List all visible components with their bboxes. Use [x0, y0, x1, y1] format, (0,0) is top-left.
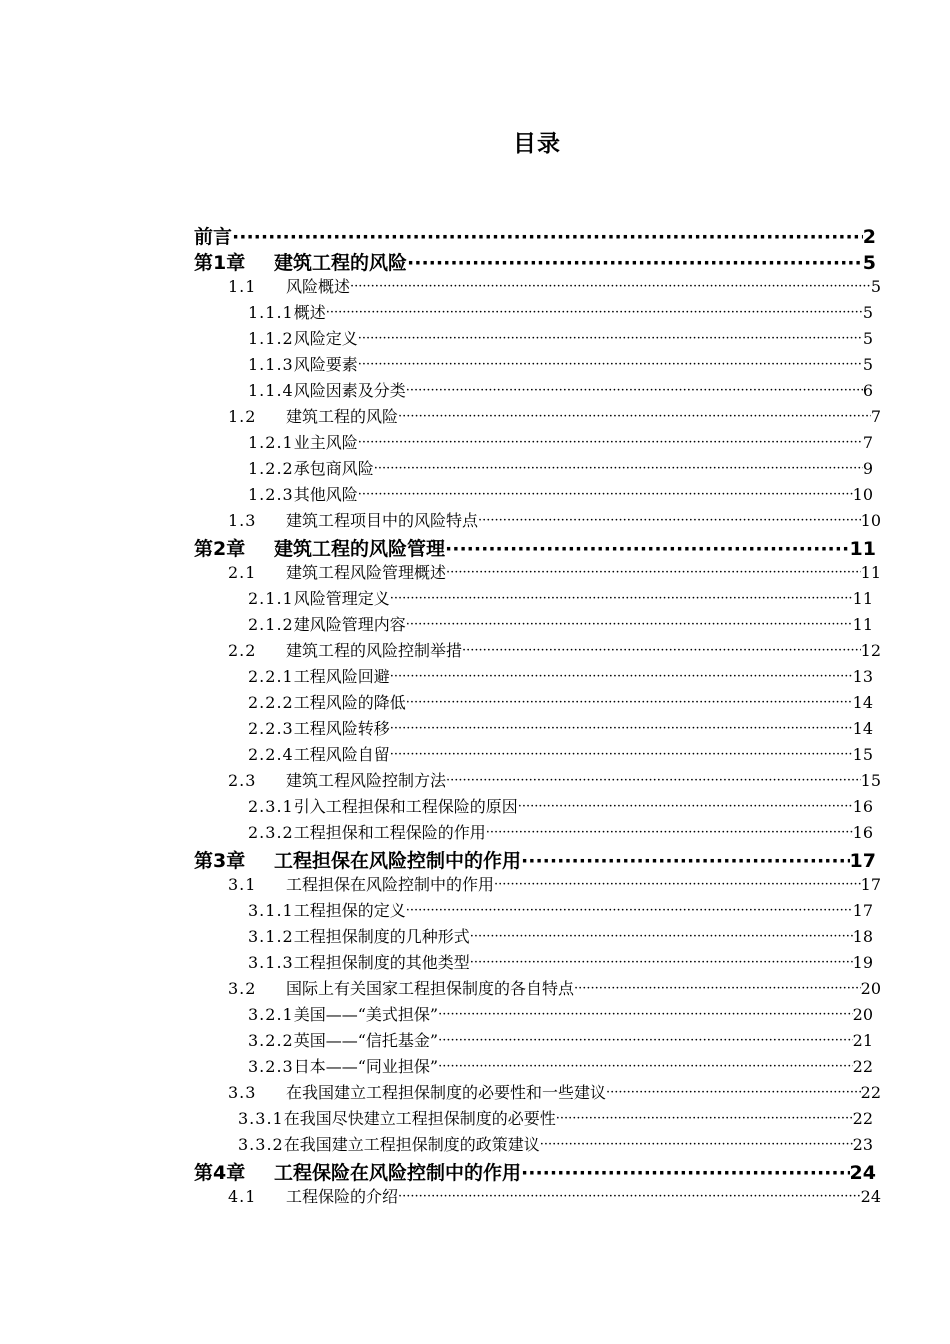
toc-entry-title: 概述 — [293, 303, 326, 322]
toc-entry[interactable] — [228, 978, 881, 1002]
toc-dot-leader — [358, 328, 863, 352]
toc-dot-leader — [390, 744, 853, 768]
toc-dot-leader — [350, 276, 871, 300]
toc-dot-leader — [556, 1108, 853, 1132]
toc-page-number: 5 — [862, 252, 876, 274]
toc-entry[interactable] — [228, 276, 881, 300]
toc-entry[interactable] — [248, 432, 873, 456]
toc-page-number: 5 — [862, 355, 873, 374]
toc-page-number: 9 — [862, 459, 873, 478]
toc-entry-title: 建筑工程风险管理概述 — [286, 563, 447, 582]
toc-entry-title: 风险概述 — [286, 277, 351, 296]
toc-entry-number: 3.1.3 — [248, 953, 294, 972]
toc-page-number: 17 — [849, 850, 876, 872]
toc-page-number: 6 — [862, 381, 873, 400]
toc-page-number: 15 — [852, 745, 873, 764]
toc-entry-title: 国际上有关国家工程担保制度的各自特点 — [286, 979, 575, 998]
toc-page-number: 21 — [852, 1031, 873, 1050]
toc-entry-title: 建筑工程的风险 — [286, 407, 399, 426]
toc-entry-title: 前言 — [194, 226, 233, 248]
toc-dot-leader — [407, 250, 863, 276]
toc-dot-leader — [390, 666, 853, 690]
toc-entry-number: 3.1 — [228, 875, 257, 894]
toc-page-number: 20 — [860, 979, 881, 998]
toc-page-number: 23 — [852, 1135, 873, 1154]
toc-entry-title: 工程担保制度的其他类型 — [293, 953, 470, 972]
toc-page-number: 13 — [852, 667, 873, 686]
toc-entry[interactable] — [228, 874, 881, 898]
toc-page-number: 10 — [852, 485, 873, 504]
toc-page-number: 16 — [852, 797, 873, 816]
toc-entry-title: 建筑工程的风险管理 — [274, 538, 446, 560]
toc-entry[interactable] — [248, 1004, 873, 1028]
toc-dot-leader — [494, 874, 861, 898]
toc-entry-number: 第1章 — [194, 252, 246, 274]
toc-entry[interactable] — [248, 692, 873, 716]
toc-entry[interactable] — [248, 458, 873, 482]
toc-dot-leader — [540, 1134, 853, 1158]
toc-entry[interactable] — [194, 250, 876, 276]
toc-entry-number: 3.3 — [228, 1083, 257, 1102]
toc-page-number: 5 — [870, 277, 881, 296]
toc-entry-number: 1.2 — [228, 407, 257, 426]
toc-entry-title: 建筑工程风险控制方法 — [286, 771, 447, 790]
toc-entry-title: 风险因素及分类 — [293, 381, 406, 400]
toc-dot-leader — [406, 380, 863, 404]
toc-entry-title: 在我国尽快建立工程担保制度的必要性 — [283, 1109, 556, 1128]
toc-dot-leader — [398, 406, 871, 430]
toc-entry[interactable] — [248, 718, 873, 742]
toc-page-number: 5 — [862, 329, 873, 348]
toc-dot-leader — [446, 770, 861, 794]
toc-entry[interactable] — [194, 1160, 876, 1186]
toc-dot-leader — [406, 692, 853, 716]
toc-entry[interactable] — [248, 744, 873, 768]
toc-dot-leader — [462, 640, 861, 664]
toc-page-number: 11 — [852, 589, 873, 608]
toc-entry[interactable] — [248, 614, 873, 638]
toc-entry-title: 工程担保在风险控制中的作用 — [274, 850, 522, 872]
toc-entry[interactable] — [248, 926, 873, 950]
toc-page-number: 10 — [860, 511, 881, 530]
toc-entry-number: 1.1 — [228, 277, 257, 296]
toc-entry-number: 2.3 — [228, 771, 257, 790]
toc-entry-title: 工程担保和工程保险的作用 — [293, 823, 486, 842]
toc-dot-leader — [521, 848, 850, 874]
toc-entry[interactable] — [248, 1030, 873, 1054]
toc-dot-leader — [445, 536, 850, 562]
toc-entry-title: 英国——“信托基金” — [293, 1031, 439, 1050]
toc-entry[interactable] — [194, 848, 876, 874]
toc-dot-leader — [390, 588, 853, 612]
toc-dot-leader — [398, 1186, 861, 1210]
toc-entry-number: 2.2.3 — [248, 719, 294, 738]
toc-dot-leader — [358, 354, 863, 378]
toc-entry[interactable] — [194, 536, 876, 562]
toc-page-number: 2 — [862, 226, 876, 248]
toc-dot-leader — [406, 900, 853, 924]
toc-dot-leader — [478, 510, 861, 534]
toc-entry-title: 工程风险的降低 — [293, 693, 406, 712]
toc-entry-number: 1.1.4 — [248, 381, 294, 400]
toc-entry-number: 2.3.1 — [248, 797, 294, 816]
toc-entry-number: 1.1.2 — [248, 329, 294, 348]
page-title: 目录 — [513, 131, 561, 157]
toc-entry-number: 3.2.1 — [248, 1005, 294, 1024]
toc-entry-number: 2.2.2 — [248, 693, 294, 712]
toc-entry-number: 2.2.1 — [248, 667, 294, 686]
toc-entry-number: 2.2.4 — [248, 745, 294, 764]
toc-entry[interactable] — [228, 510, 881, 534]
toc-entry-title: 风险定义 — [293, 329, 358, 348]
toc-entry[interactable] — [248, 796, 873, 820]
toc-page-number: 24 — [849, 1162, 876, 1184]
toc-page-number: 5 — [862, 303, 873, 322]
toc-page-number: 7 — [870, 407, 881, 426]
toc-entry[interactable] — [228, 406, 881, 430]
toc-dot-leader — [438, 1004, 853, 1028]
toc-page-number: 12 — [860, 641, 881, 660]
toc-page-number: 19 — [852, 953, 873, 972]
toc-dot-leader — [358, 484, 853, 508]
toc-entry[interactable] — [228, 770, 881, 794]
toc-entry[interactable] — [228, 1186, 881, 1210]
toc-entry-number: 4.1 — [228, 1187, 257, 1206]
toc-entry-number: 1.3 — [228, 511, 257, 530]
toc-entry[interactable] — [228, 562, 881, 586]
toc-dot-leader — [358, 432, 863, 456]
toc-dot-leader — [438, 1056, 853, 1080]
toc-entry-title: 工程风险自留 — [293, 745, 390, 764]
toc-dot-leader — [518, 796, 853, 820]
toc-entry[interactable] — [228, 1082, 881, 1106]
toc-entry[interactable] — [248, 302, 873, 326]
toc-entry[interactable] — [248, 952, 873, 976]
toc-entry[interactable] — [238, 1108, 873, 1132]
toc-dot-leader — [326, 302, 863, 326]
toc-dot-leader — [470, 952, 853, 976]
toc-page-number: 14 — [852, 693, 873, 712]
toc-entry-title: 建筑工程的风险控制举措 — [286, 641, 463, 660]
toc-dot-leader — [406, 614, 853, 638]
toc-entry-title: 工程风险回避 — [293, 667, 390, 686]
toc-dot-leader — [232, 224, 863, 250]
toc-page-number: 17 — [860, 875, 881, 894]
toc-entry-number: 3.1.1 — [248, 901, 294, 920]
toc-page-number: 11 — [860, 563, 881, 582]
toc-page-number: 11 — [852, 615, 873, 634]
toc-page-number: 15 — [860, 771, 881, 790]
toc-entry-title: 日本——“同业担保” — [293, 1057, 439, 1076]
toc-entry-title: 工程保险的介绍 — [286, 1187, 399, 1206]
toc-dot-leader — [446, 562, 861, 586]
toc-entry-number: 3.3.2 — [238, 1135, 284, 1154]
toc-dot-leader — [390, 718, 853, 742]
toc-entry-title: 建风险管理内容 — [293, 615, 406, 634]
toc-entry-title: 工程风险转移 — [293, 719, 390, 738]
toc-entry-number: 1.2.1 — [248, 433, 294, 452]
toc-entry-title: 业主风险 — [293, 433, 358, 452]
toc-dot-leader — [374, 458, 863, 482]
toc-entry-number: 3.3.1 — [238, 1109, 284, 1128]
toc-entry-title: 在我国建立工程担保制度的政策建议 — [283, 1135, 540, 1154]
toc-dot-leader — [606, 1082, 861, 1106]
toc-entry-number: 3.2.3 — [248, 1057, 294, 1076]
toc-entry[interactable] — [248, 328, 873, 352]
toc-entry[interactable] — [248, 822, 873, 846]
toc-entry-title: 美国——“美式担保” — [293, 1005, 439, 1024]
toc-entry-title: 在我国建立工程担保制度的必要性和一些建议 — [286, 1083, 607, 1102]
toc-entry[interactable] — [248, 354, 873, 378]
toc-entry-title: 工程担保制度的几种形式 — [293, 927, 470, 946]
toc-entry[interactable] — [228, 640, 881, 664]
toc-entry-title: 风险管理定义 — [293, 589, 390, 608]
toc-entry[interactable] — [248, 380, 873, 404]
toc-entry-title: 引入工程担保和工程保险的原因 — [293, 797, 518, 816]
toc-entry[interactable] — [248, 1056, 873, 1080]
toc-entry-number: 2.1.1 — [248, 589, 294, 608]
toc-entry-number: 1.2.3 — [248, 485, 294, 504]
toc-entry[interactable] — [248, 900, 873, 924]
toc-page-number: 11 — [849, 538, 876, 560]
toc-page-number: 22 — [852, 1109, 873, 1128]
toc-entry-number: 1.1.3 — [248, 355, 294, 374]
toc-entry-number: 3.1.2 — [248, 927, 294, 946]
toc-entry[interactable] — [238, 1134, 873, 1158]
toc-entry-title: 建筑工程项目中的风险特点 — [286, 511, 479, 530]
toc-entry-title: 工程担保在风险控制中的作用 — [286, 875, 495, 894]
toc-entry-title: 承包商风险 — [293, 459, 374, 478]
toc-entry[interactable] — [248, 666, 873, 690]
toc-page-number: 24 — [860, 1187, 881, 1206]
toc-dot-leader — [486, 822, 853, 846]
toc-page-number: 14 — [852, 719, 873, 738]
toc-entry[interactable] — [248, 484, 873, 508]
toc-entry-number: 2.1 — [228, 563, 257, 582]
toc-entry[interactable] — [194, 224, 876, 250]
toc-page-number: 20 — [852, 1005, 873, 1024]
toc-entry-title: 工程保险在风险控制中的作用 — [274, 1162, 522, 1184]
toc-page-number: 7 — [862, 433, 873, 452]
toc-entry-number: 3.2.2 — [248, 1031, 294, 1050]
toc-page-number: 22 — [852, 1057, 873, 1076]
toc-entry-number: 第4章 — [194, 1162, 246, 1184]
toc-entry-number: 2.3.2 — [248, 823, 294, 842]
toc-entry-number: 2.1.2 — [248, 615, 294, 634]
toc-dot-leader — [470, 926, 853, 950]
toc-page-number: 18 — [852, 927, 873, 946]
toc-entry-title: 其他风险 — [293, 485, 358, 504]
toc-entry-number: 第3章 — [194, 850, 246, 872]
toc-dot-leader — [574, 978, 861, 1002]
toc-dot-leader — [438, 1030, 853, 1054]
toc-entry-number: 2.2 — [228, 641, 257, 660]
toc-entry-title: 建筑工程的风险 — [274, 252, 408, 274]
toc-entry-number: 第2章 — [194, 538, 246, 560]
toc-dot-leader — [521, 1160, 850, 1186]
toc-entry-title: 工程担保的定义 — [293, 901, 406, 920]
toc-entry-number: 3.2 — [228, 979, 257, 998]
toc-entry[interactable] — [248, 588, 873, 612]
toc-entry-title: 风险要素 — [293, 355, 358, 374]
toc-entry-number: 1.1.1 — [248, 303, 294, 322]
toc-page-number: 17 — [852, 901, 873, 920]
toc-entry-number: 1.2.2 — [248, 459, 294, 478]
toc-page-number: 16 — [852, 823, 873, 842]
toc-page-number: 22 — [860, 1083, 881, 1102]
